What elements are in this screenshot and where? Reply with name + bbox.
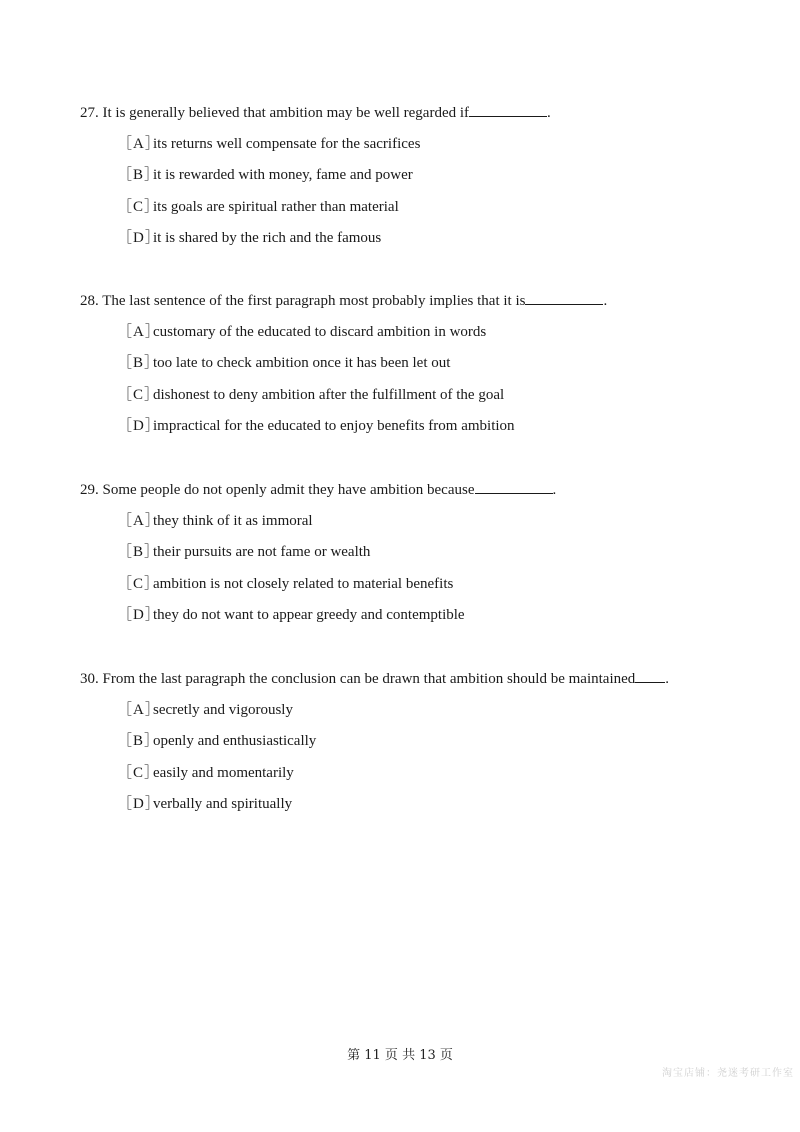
option-text: dishonest to deny ambition after the fulfillment of the goal bbox=[153, 386, 505, 403]
option-letter: ［D］ bbox=[117, 607, 161, 623]
option-text: customary of the educated to discard ambition in words bbox=[153, 323, 487, 340]
stem-end-punct: . bbox=[552, 482, 557, 498]
option-letter: ［A］ bbox=[117, 701, 161, 718]
option-a[interactable] bbox=[117, 700, 760, 720]
option-letter: ［B］ bbox=[117, 544, 161, 560]
question-stem-text: 29. Some people do not openly admit they have ambition because bbox=[80, 482, 475, 498]
option-letter: ［D］ bbox=[117, 230, 161, 246]
option-letter: ［C］ bbox=[117, 198, 161, 215]
option-a[interactable] bbox=[117, 134, 760, 154]
question-27 bbox=[80, 102, 760, 248]
option-b[interactable] bbox=[117, 542, 760, 562]
answer-blank bbox=[469, 102, 547, 117]
option-b[interactable] bbox=[117, 353, 760, 373]
option-letter: ［A］ bbox=[117, 135, 161, 152]
question-stem bbox=[80, 102, 760, 122]
question-stem-text: 30. From the last paragraph the conclusion can be drawn that ambition should be maintained bbox=[80, 671, 636, 687]
option-text: easily and momentarily bbox=[153, 764, 294, 781]
option-letter: ［C］ bbox=[117, 386, 161, 403]
option-text: it is shared by the rich and the famous bbox=[153, 230, 382, 246]
option-text: openly and enthusiastically bbox=[153, 733, 317, 749]
option-b[interactable] bbox=[117, 165, 760, 185]
option-letter: ［D］ bbox=[117, 418, 161, 434]
option-a[interactable] bbox=[117, 322, 760, 342]
question-stem-text: 28. The last sentence of the first paragraph most probably implies that it is bbox=[80, 293, 526, 309]
option-text: verbally and spiritually bbox=[153, 796, 293, 812]
option-text: too late to check ambition once it has been let out bbox=[153, 355, 451, 371]
option-letter: ［D］ bbox=[117, 796, 161, 812]
option-b[interactable] bbox=[117, 731, 760, 751]
option-letter: ［C］ bbox=[117, 764, 161, 781]
answer-blank bbox=[635, 668, 665, 683]
option-text: they do not want to appear greedy and contemptible bbox=[153, 607, 465, 623]
option-text: they think of it as immoral bbox=[153, 512, 313, 529]
shop-watermark: 淘宝店铺：尧迷考研工作室 bbox=[662, 1068, 794, 1079]
option-d[interactable] bbox=[117, 605, 760, 625]
option-text: it is rewarded with money, fame and power bbox=[153, 167, 413, 183]
option-letter: ［B］ bbox=[117, 355, 161, 371]
option-d[interactable] bbox=[117, 416, 760, 436]
option-text: secretly and vigorously bbox=[153, 701, 293, 718]
stem-end-punct: . bbox=[665, 671, 670, 687]
option-c[interactable] bbox=[117, 574, 760, 594]
question-stem bbox=[80, 479, 760, 499]
option-letter: ［A］ bbox=[117, 323, 161, 340]
answer-blank bbox=[525, 290, 603, 305]
answer-blank bbox=[475, 479, 553, 494]
option-text: their pursuits are not fame or wealth bbox=[153, 544, 371, 560]
option-text: ambition is not closely related to material benefits bbox=[153, 575, 454, 592]
option-a[interactable] bbox=[117, 511, 760, 531]
option-d[interactable] bbox=[117, 228, 760, 248]
option-c[interactable] bbox=[117, 763, 760, 783]
question-29 bbox=[80, 479, 760, 625]
question-stem-text: 27. It is generally believed that ambition may be well regarded if bbox=[80, 105, 470, 121]
option-c[interactable] bbox=[117, 385, 760, 405]
option-letter: ［C］ bbox=[117, 575, 161, 592]
option-text: its goals are spiritual rather than material bbox=[153, 198, 399, 215]
option-text: impractical for the educated to enjoy benefits from ambition bbox=[153, 418, 515, 434]
option-letter: ［B］ bbox=[117, 167, 161, 183]
question-30 bbox=[80, 668, 760, 814]
option-text: its returns well compensate for the sacrifices bbox=[153, 135, 421, 152]
option-d[interactable] bbox=[117, 794, 760, 814]
option-letter: ［A］ bbox=[117, 512, 161, 529]
stem-end-punct: . bbox=[547, 105, 551, 121]
option-c[interactable] bbox=[117, 197, 760, 217]
question-28 bbox=[80, 290, 760, 436]
page-number-footer: 第 11 页 共 13 页 bbox=[347, 1048, 453, 1063]
question-stem bbox=[80, 290, 760, 310]
stem-end-punct: . bbox=[603, 293, 608, 309]
question-stem bbox=[80, 668, 760, 688]
option-letter: ［B］ bbox=[117, 733, 161, 749]
